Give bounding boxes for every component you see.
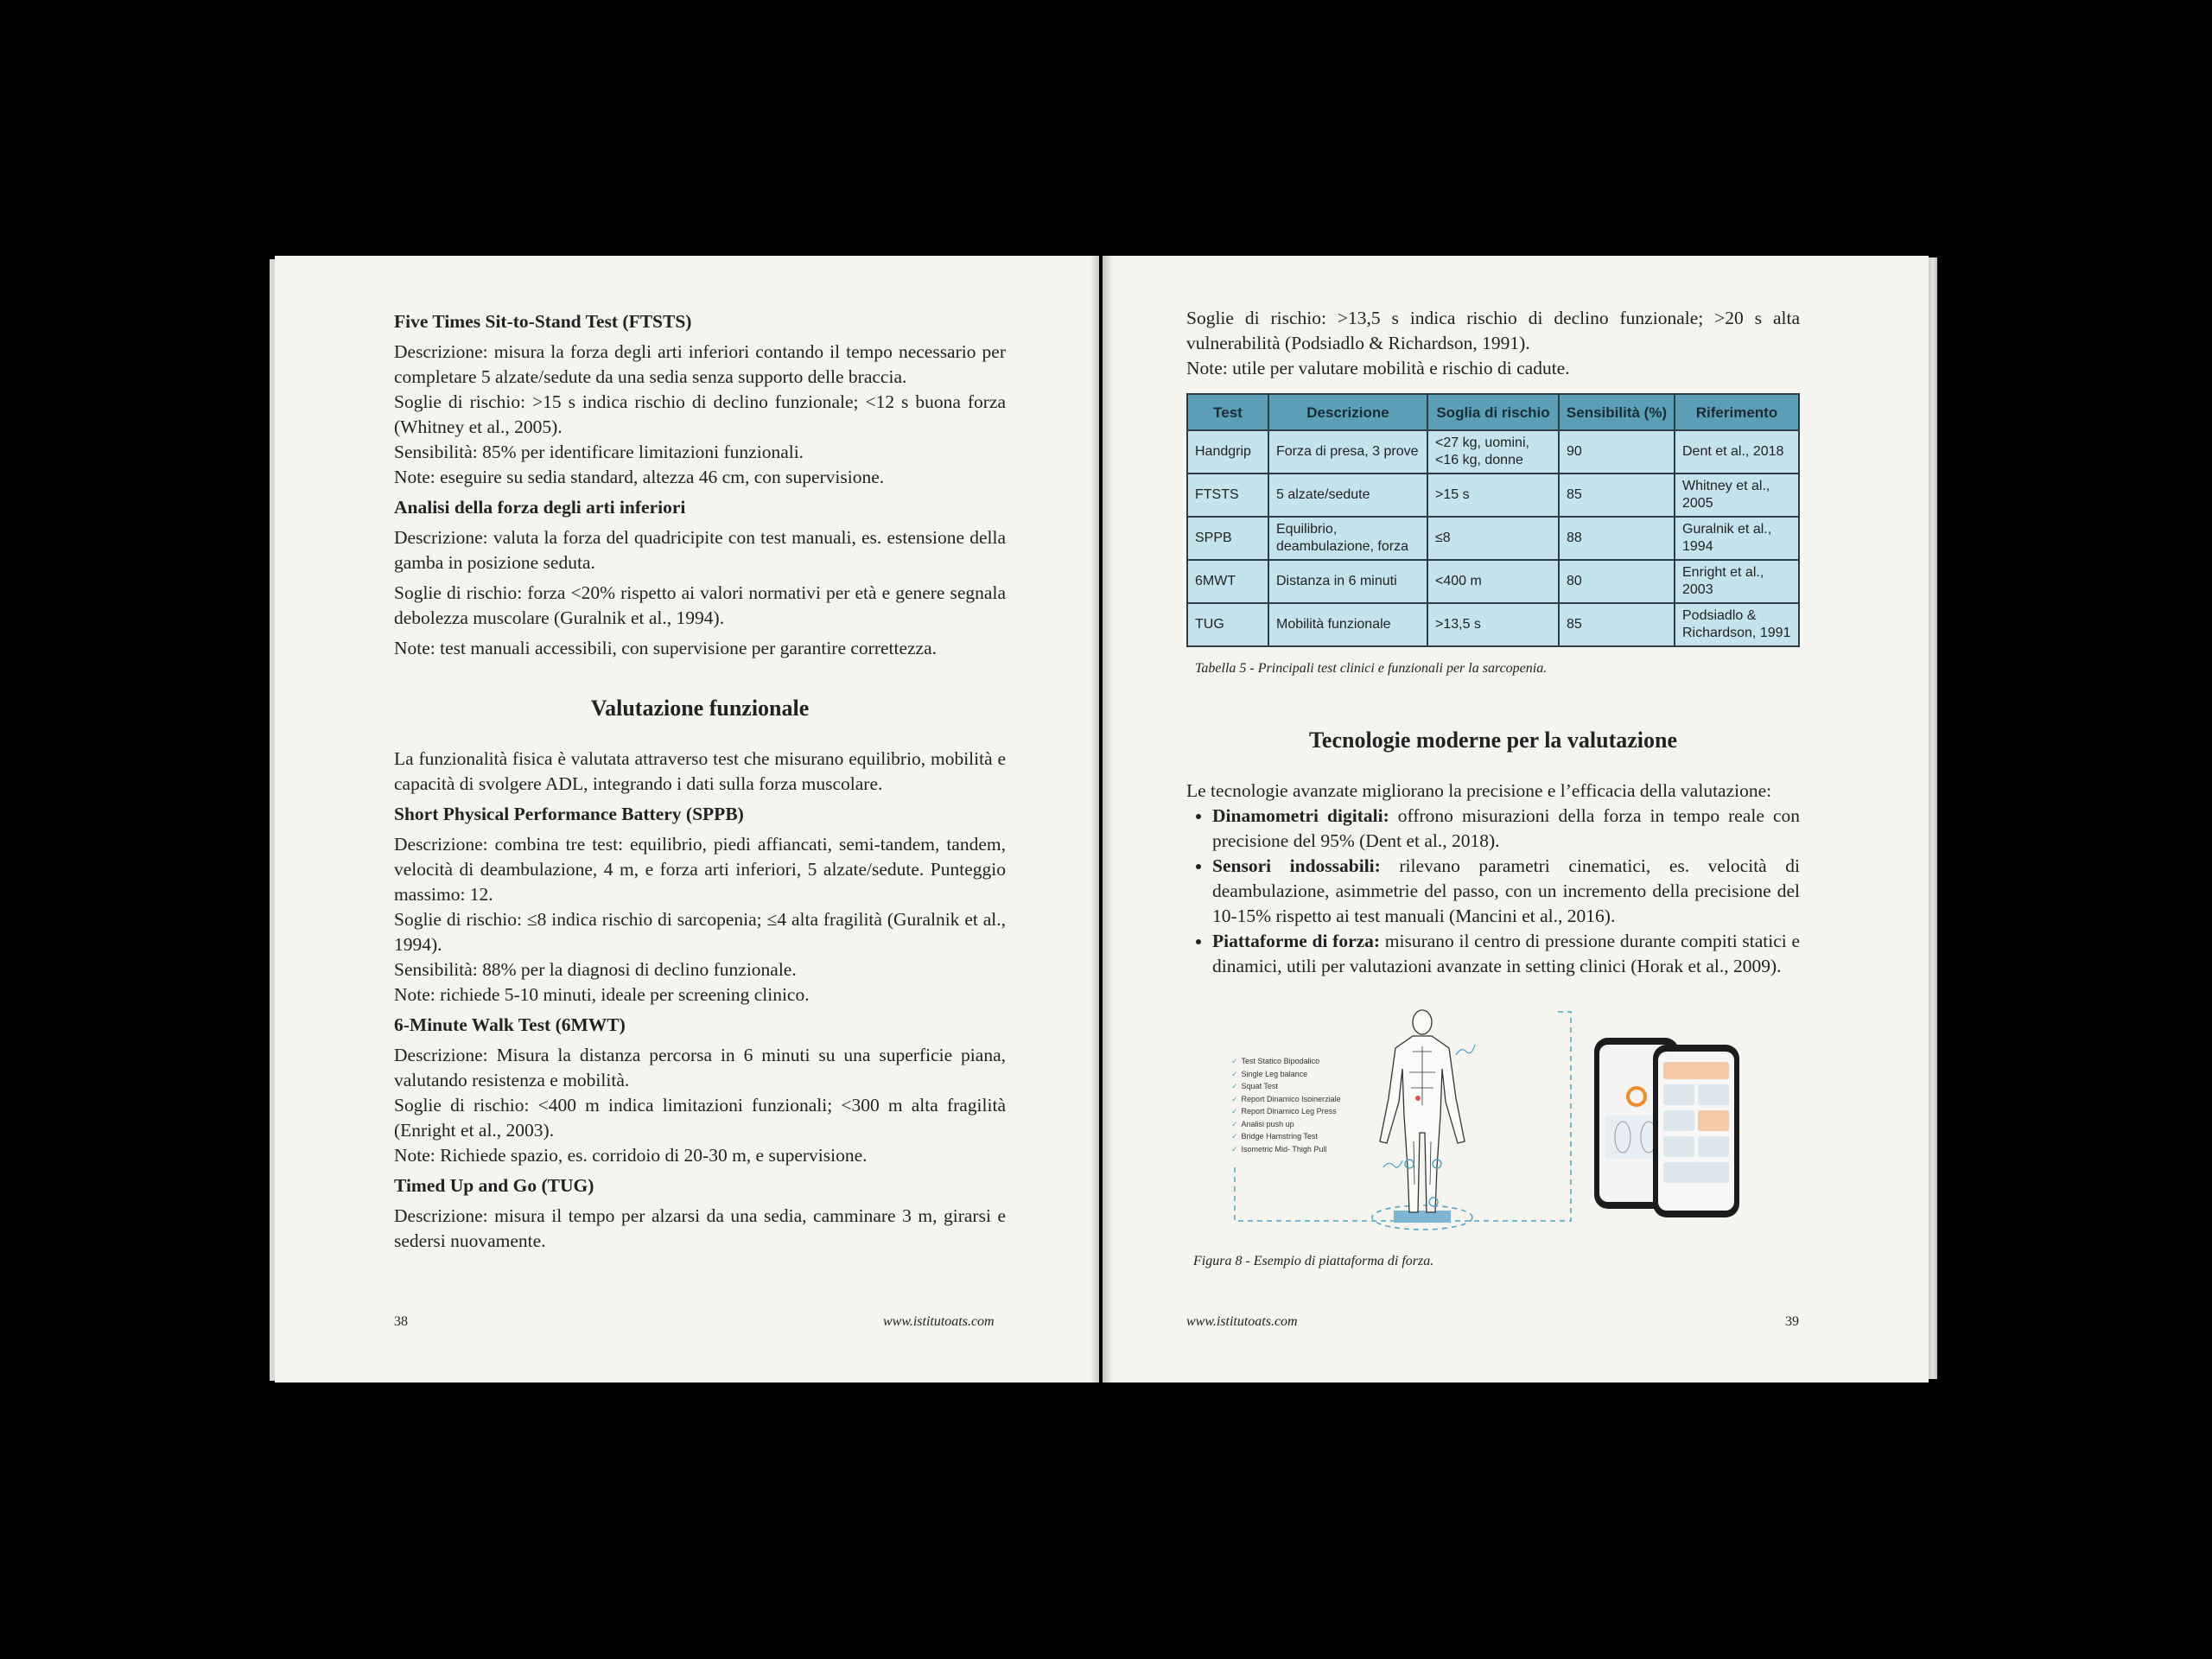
bullet-term: Piattaforme di forza: (1212, 931, 1381, 951)
table-cell: TUG (1187, 603, 1268, 646)
list-item (1231, 1118, 1341, 1131)
figure-test-label: Test Statico Bipodalico (1241, 1057, 1320, 1065)
figure-caption: Figura 8 - Esempio di piattaforma di forza. (1193, 1254, 1434, 1268)
table-cell: 85 (1559, 603, 1675, 646)
tug-heading: Timed Up and Go (TUG) (394, 1175, 594, 1196)
sppb-note: Note: richiede 5-10 minuti, ideale per screening clinico. (394, 984, 810, 1005)
bullet-text: offrono misurazioni della forza in tempo reale con precisione del 95% (Dent et al., 2018). (1212, 805, 1800, 851)
table-cell: Distanza in 6 minuti (1268, 560, 1427, 603)
bullet-text: misurano il centro di pressione durante compiti statici e dinamici, utili per valutazioni avanzate in setting clinici (Horak et al., 2009). (1212, 931, 1800, 976)
table-row (1187, 430, 1799, 474)
table-cell: Mobilità funzionale (1268, 603, 1427, 646)
list-item (1231, 1055, 1341, 1068)
check-icon: ✓ (1231, 1132, 1238, 1141)
check-icon: ✓ (1231, 1094, 1238, 1103)
figure-test-label: Isometric Mid- Thigh Pull (1241, 1144, 1327, 1154)
tug-description: Descrizione: misura il tempo per alzarsi da una sedia, camminare 3 m, girarsi e sedersi nuovamente. (394, 1205, 1006, 1251)
figure-test-label: Report Dinamico Leg Press (1241, 1107, 1337, 1116)
section-title-valutazione-funzionale: Valutazione funzionale (590, 696, 810, 721)
table-cell: 80 (1559, 560, 1675, 603)
table-cell: Enright et al., 2003 (1675, 560, 1799, 603)
table-row (1187, 517, 1799, 560)
list-item (1231, 1068, 1341, 1081)
technologies-list (1186, 804, 1800, 979)
bullet-text: rilevano parametri cinematici, es. velocità di deambulazione, asimmetrie del passo, con un incremento della precisione del 10-15% rispetto ai test manuali (Mancini et al., 2016). (1212, 855, 1801, 926)
table-cell: FTSTS (1187, 474, 1268, 517)
tests-table (1186, 393, 1800, 647)
right-footer-website: www.istitutoats.com (1186, 1314, 1298, 1329)
table-cell: ≤8 (1427, 517, 1559, 560)
tug-note: Note: utile per valutare mobilità e rischio di cadute. (1186, 358, 1570, 378)
6mwt-description: Descrizione: Misura la distanza percorsa in 6 minuti su una superficie piana, valutando resistenza e mobilità. (394, 1045, 1006, 1090)
table-cell: SPPB (1187, 517, 1268, 560)
right-page-number: 39 (1785, 1314, 1799, 1329)
6mwt-heading: 6-Minute Walk Test (6MWT) (394, 1014, 626, 1035)
table-cell: Forza di presa, 3 prove (1268, 430, 1427, 474)
check-icon: ✓ (1231, 1069, 1238, 1078)
left-page-number: 38 (394, 1314, 408, 1329)
table-cell: <27 kg, uomini, <16 kg, donne (1427, 430, 1559, 474)
list-item (1231, 1080, 1341, 1093)
figure-test-label: Report Dinamico Isoinerziale (1241, 1094, 1341, 1103)
table-cell: Equilibrio, deambulazione, forza (1268, 517, 1427, 560)
figure-test-label: Squat Test (1241, 1082, 1278, 1090)
table-header-cell: Sensibilità (%) (1559, 394, 1675, 430)
table-header-cell: Descrizione (1268, 394, 1427, 430)
table-cell: >13,5 s (1427, 603, 1559, 646)
sppb-description: Descrizione: combina tre test: equilibrio, piedi affiancati, semi-tandem, tandem, velocità di deambulazione, 4 m, e forza arti inferiori, 5 alzate/sedute. Punteggio massimo: 12. (394, 834, 1006, 905)
list-item (1212, 804, 1800, 854)
list-item (1231, 1105, 1341, 1118)
force-platform-figure (1186, 995, 1800, 1236)
table-header-cell: Riferimento (1675, 394, 1799, 430)
table-cell: Handgrip (1187, 430, 1268, 474)
list-item (1231, 1093, 1341, 1106)
table-cell: 6MWT (1187, 560, 1268, 603)
bullet-term: Sensori indossabili: (1212, 855, 1381, 876)
strength-note: Note: test manuali accessibili, con supervisione per garantire correttezza. (394, 638, 938, 658)
table-header-cell: Soglia di rischio (1427, 394, 1559, 430)
table-cell: Dent et al., 2018 (1675, 430, 1799, 474)
section-title-tecnologie: Tecnologie moderne per la valutazione (1308, 728, 1678, 753)
table-cell: 5 alzate/sedute (1268, 474, 1427, 517)
ftsts-heading: Five Times Sit-to-Stand Test (FTSTS) (394, 311, 692, 332)
figure-test-label: Bridge Hamstring Test (1241, 1132, 1318, 1141)
ftsts-sensitivity: Sensibilità: 85% per identificare limitazioni funzionali. (394, 442, 804, 462)
sppb-sensitivity: Sensibilità: 88% per la diagnosi di declino funzionale. (394, 959, 797, 980)
table-cell: 88 (1559, 517, 1675, 560)
technologies-intro: Le tecnologie avanzate migliorano la precisione e l’efficacia della valutazione: (1186, 780, 1772, 801)
6mwt-note: Note: Richiede spazio, es. corridoio di 20-30 m, e supervisione. (394, 1145, 868, 1166)
functional-intro: La funzionalità fisica è valutata attraverso test che misurano equilibrio, mobilità e capacità di svolgere ADL, integrando i dati sulla forza muscolare. (394, 748, 1006, 794)
table-header-row (1187, 394, 1799, 430)
list-item (1231, 1130, 1341, 1143)
6mwt-thresholds: Soglie di rischio: <400 m indica limitazioni funzionali; <300 m alta fragilità (Enright et al., 2003). (394, 1095, 1006, 1141)
check-icon: ✓ (1231, 1144, 1238, 1154)
figure-test-label: Analisi push up (1241, 1119, 1294, 1128)
bullet-term: Dinamometri digitali: (1212, 805, 1389, 826)
table-cell: >15 s (1427, 474, 1559, 517)
list-item (1231, 1143, 1341, 1156)
sppb-heading: Short Physical Performance Battery (SPPB) (394, 804, 744, 824)
table-row (1187, 603, 1799, 646)
left-footer-website: www.istitutoats.com (883, 1314, 995, 1329)
right-page (1103, 256, 1929, 1382)
check-icon: ✓ (1231, 1057, 1238, 1065)
left-page-content (394, 306, 1006, 1259)
table-cell: 85 (1559, 474, 1675, 517)
strength-description: Descrizione: valuta la forza del quadricipite con test manuali, es. estensione della gamba in posizione seduta. (394, 527, 1006, 573)
table-caption: Tabella 5 - Principali test clinici e funzionali per la sarcopenia. (1195, 661, 1548, 676)
strength-thresholds: Soglie di rischio: forza <20% rispetto ai valori normativi per età e genere segnala debolezza muscolare (Guralnik et al., 1994). (394, 582, 1006, 628)
table-cell: Whitney et al., 2005 (1675, 474, 1799, 517)
book-gutter (1090, 256, 1113, 1382)
check-icon: ✓ (1231, 1107, 1238, 1116)
ftsts-note: Note: eseguire su sedia standard, altezza 46 cm, con supervisione. (394, 467, 885, 487)
check-icon: ✓ (1231, 1119, 1238, 1128)
table-cell: Podsiadlo & Richardson, 1991 (1675, 603, 1799, 646)
table-cell: 90 (1559, 430, 1675, 474)
figure-test-label: Single Leg balance (1241, 1069, 1308, 1078)
table-cell: <400 m (1427, 560, 1559, 603)
list-item (1212, 929, 1800, 979)
table-header-cell: Test (1187, 394, 1268, 430)
left-page (275, 256, 1099, 1382)
sppb-thresholds: Soglie di rischio: ≤8 indica rischio di sarcopenia; ≤4 alta fragilità (Guralnik et al., 1994). (394, 909, 1006, 955)
figure-test-list (1231, 1055, 1341, 1155)
list-item (1212, 854, 1800, 929)
tug-thresholds: Soglie di rischio: >13,5 s indica rischio di declino funzionale; >20 s alta vulnerabilità (Podsiadlo & Richardson, 1991). (1186, 308, 1800, 353)
table-row (1187, 560, 1799, 603)
table-row (1187, 474, 1799, 517)
right-page-content (1186, 306, 1800, 1274)
ftsts-description: Descrizione: misura la forza degli arti inferiori contando il tempo necessario per completare 5 alzate/sedute da una sedia senza supporto delle braccia. (394, 341, 1006, 387)
table-cell: Guralnik et al., 1994 (1675, 517, 1799, 560)
ftsts-thresholds: Soglie di rischio: >15 s indica rischio di declino funzionale; <12 s buona forza (Whitney et al., 2005). (394, 391, 1006, 437)
check-icon: ✓ (1231, 1082, 1238, 1090)
strength-heading: Analisi della forza degli arti inferiori (394, 497, 686, 518)
